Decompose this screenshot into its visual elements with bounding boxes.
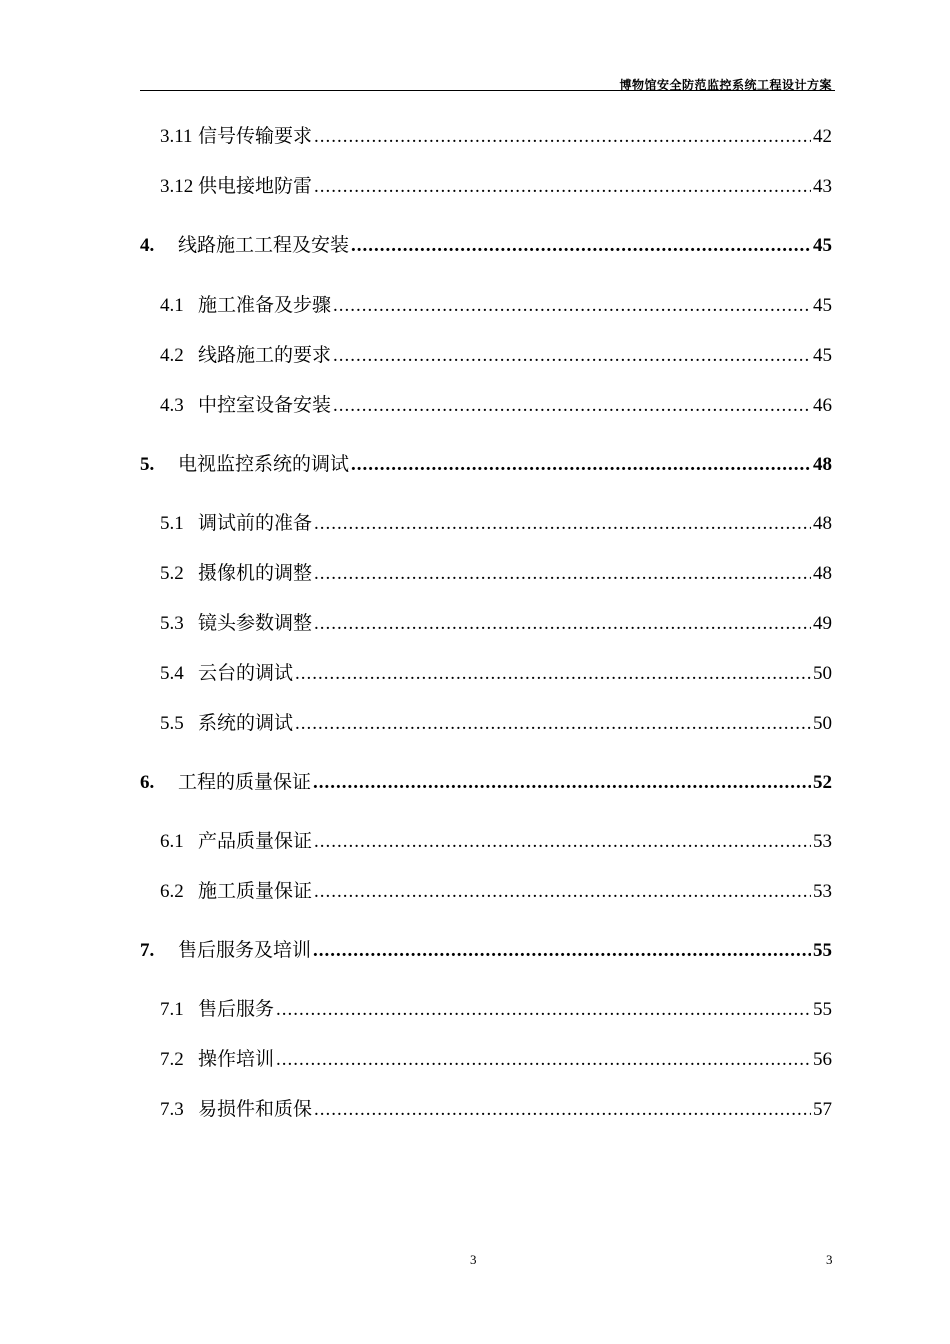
toc-entry-title: 电视监控系统的调试 — [178, 453, 350, 475]
toc-dot-leader — [333, 293, 811, 319]
toc-entry-number: 6.2 — [160, 881, 184, 902]
toc-dot-leader — [276, 1047, 811, 1073]
toc-entry[interactable] — [140, 710, 832, 736]
toc-entry-page: 50 — [813, 663, 832, 684]
toc-entry-number: 3.12 — [160, 176, 194, 197]
toc-entry-number: 6.1 — [160, 831, 184, 852]
toc-entry[interactable] — [140, 232, 832, 258]
toc-entry-page: 50 — [813, 713, 832, 734]
toc-entry-number: 6. — [140, 772, 155, 793]
toc-dot-leader — [351, 452, 811, 478]
toc-entry[interactable] — [140, 510, 832, 536]
footer-page-number-right: 3 — [826, 1252, 833, 1267]
toc-entry-page: 45 — [813, 235, 832, 256]
toc-entry-page: 43 — [813, 176, 832, 197]
footer-page-number-center: 3 — [470, 1252, 477, 1267]
toc-entry-page: 55 — [813, 940, 832, 961]
toc-entry-page: 46 — [813, 395, 832, 416]
toc-dot-leader — [314, 611, 811, 637]
toc-entry[interactable] — [140, 996, 832, 1022]
toc-entry-page: 48 — [813, 454, 832, 475]
toc-entry-number: 3.11 — [160, 126, 193, 147]
toc-dot-leader — [314, 829, 811, 855]
toc-entry[interactable] — [140, 1096, 832, 1122]
toc-entry[interactable] — [140, 451, 832, 477]
toc-entry-page: 48 — [813, 513, 832, 534]
toc-entry-page: 53 — [813, 831, 832, 852]
toc-dot-leader — [276, 997, 811, 1023]
toc-entry-number: 5.2 — [160, 563, 184, 584]
toc-entry[interactable] — [140, 123, 832, 149]
toc-entry[interactable] — [140, 342, 832, 368]
toc-entry-title: 调试前的准备 — [198, 512, 313, 534]
toc-entry-page: 48 — [813, 563, 832, 584]
toc-entry-title: 摄像机的调整 — [198, 562, 313, 584]
toc-dot-leader — [295, 661, 811, 687]
toc-dot-leader — [295, 711, 811, 737]
toc-entry-number: 4.3 — [160, 395, 184, 416]
toc-entry[interactable] — [140, 292, 832, 318]
toc-entry-number: 5.3 — [160, 613, 184, 634]
running-header: 博物馆安全防范监控系统工程设计方案 — [619, 78, 832, 92]
toc-entry[interactable] — [140, 878, 832, 904]
toc-dot-leader — [333, 393, 811, 419]
toc-dot-leader — [314, 124, 811, 150]
toc-entry[interactable] — [140, 560, 832, 586]
toc-entry-title: 云台的调试 — [198, 662, 294, 684]
toc-entry-page: 56 — [813, 1049, 832, 1070]
toc-entry[interactable] — [140, 828, 832, 854]
toc-entry-title: 系统的调试 — [198, 712, 294, 734]
toc-entry-number: 5.4 — [160, 663, 184, 684]
toc-dot-leader — [333, 343, 811, 369]
toc-entry-title: 线路施工的要求 — [198, 344, 332, 366]
toc-entry-page: 57 — [813, 1099, 832, 1120]
toc-entry-title: 信号传输要求 — [198, 125, 313, 147]
toc-entry-title: 施工质量保证 — [198, 880, 313, 902]
toc-dot-leader — [314, 1097, 811, 1123]
toc-dot-leader — [314, 561, 811, 587]
toc-entry[interactable] — [140, 392, 832, 418]
toc-entry-page: 55 — [813, 999, 832, 1020]
toc-entry-number: 5.1 — [160, 513, 184, 534]
toc-dot-leader — [313, 770, 811, 796]
toc-entry-page: 45 — [813, 295, 832, 316]
toc-entry-title: 售后服务 — [198, 998, 275, 1020]
toc-entry-page: 52 — [813, 772, 832, 793]
header-rule — [140, 90, 835, 91]
toc-entry-title: 产品质量保证 — [198, 830, 313, 852]
toc-entry[interactable] — [140, 173, 832, 199]
toc-entry-title: 操作培训 — [198, 1048, 275, 1070]
toc-entry-number: 4.2 — [160, 345, 184, 366]
toc-entry-number: 7.2 — [160, 1049, 184, 1070]
toc-entry-title: 供电接地防雷 — [198, 175, 313, 197]
toc-entry-number: 7.3 — [160, 1099, 184, 1120]
toc-dot-leader — [314, 879, 811, 905]
toc-entry-title: 镜头参数调整 — [198, 612, 313, 634]
toc-entry-title: 线路施工工程及安装 — [178, 234, 350, 256]
toc-entry[interactable] — [140, 1046, 832, 1072]
toc-dot-leader — [314, 174, 811, 200]
toc-entry-page: 53 — [813, 881, 832, 902]
toc-entry-number: 4. — [140, 235, 155, 256]
toc-entry-number: 5.5 — [160, 713, 184, 734]
toc-entry-title: 施工准备及步骤 — [198, 294, 332, 316]
toc-dot-leader — [314, 511, 811, 537]
toc-entry-page: 42 — [813, 126, 832, 147]
toc-entry[interactable] — [140, 937, 832, 963]
toc-entry-title: 中控室设备安装 — [198, 394, 332, 416]
toc-entry-number: 5. — [140, 454, 155, 475]
toc-entry-page: 49 — [813, 613, 832, 634]
toc-dot-leader — [351, 233, 811, 259]
toc-entry[interactable] — [140, 769, 832, 795]
toc-entry-title: 易损件和质保 — [198, 1098, 313, 1120]
toc-entry-number: 7. — [140, 940, 155, 961]
toc-entry-number: 4.1 — [160, 295, 184, 316]
toc-entry-title: 工程的质量保证 — [178, 771, 312, 793]
toc-entry[interactable] — [140, 610, 832, 636]
toc-entry-page: 45 — [813, 345, 832, 366]
toc-entry[interactable] — [140, 660, 832, 686]
toc-dot-leader — [313, 938, 811, 964]
toc-entry-title: 售后服务及培训 — [178, 939, 312, 961]
toc-entry-number: 7.1 — [160, 999, 184, 1020]
